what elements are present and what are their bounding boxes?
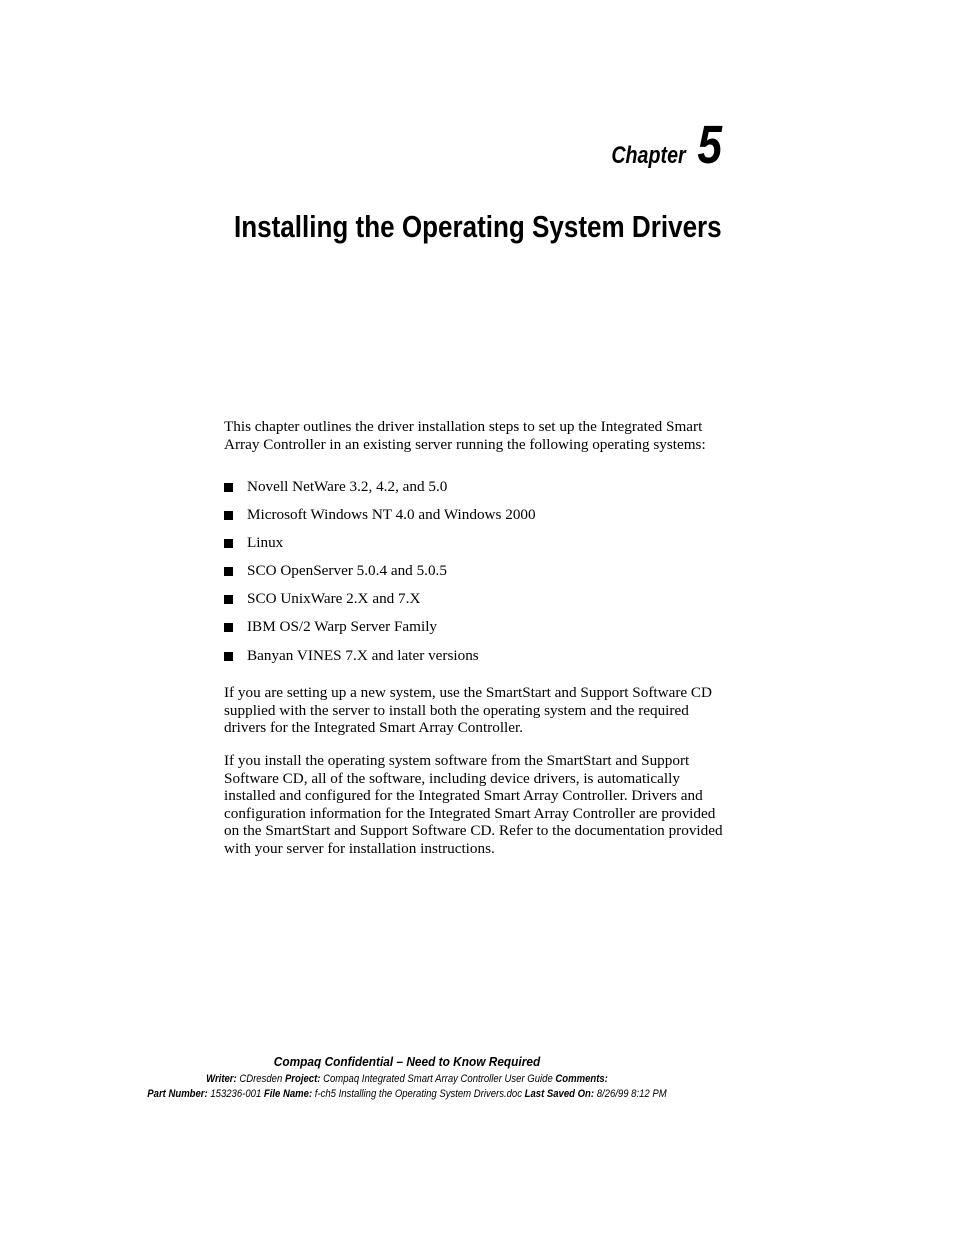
new-system-paragraph: If you are setting up a new system, use the SmartStart and Support Software CD supplied with the server to install both the operating system and the required drivers for the Integrated Smart Array Controller. bbox=[224, 684, 713, 737]
bullet-icon bbox=[224, 483, 233, 492]
file-name-value: f-ch5 Installing the Operating System Drivers.doc bbox=[314, 1088, 522, 1100]
intro-paragraph: This chapter outlines the driver installation steps to set up the Integrated Smart Array Controller in an existing server running the following operating systems: bbox=[224, 418, 706, 453]
chapter-number: 5 bbox=[697, 115, 722, 175]
list-item: SCO OpenServer 5.0.4 and 5.0.5 bbox=[224, 562, 536, 590]
chapter-label: Chapter bbox=[611, 142, 686, 169]
confidential-notice: Compaq Confidential – Need to Know Required bbox=[273, 1054, 541, 1069]
chapter-heading bbox=[595, 115, 722, 175]
operating-system-list bbox=[224, 478, 536, 675]
list-item: Microsoft Windows NT 4.0 and Windows 2000 bbox=[224, 506, 536, 534]
footer-writer-line bbox=[41, 1073, 774, 1085]
list-item: IBM OS/2 Warp Server Family bbox=[224, 618, 536, 646]
footer-file-line bbox=[41, 1088, 774, 1100]
writer-value: CDresden bbox=[239, 1073, 283, 1085]
comments-label: Comments: bbox=[555, 1073, 608, 1085]
file-name-label: File Name: bbox=[263, 1088, 313, 1100]
project-value: Compaq Integrated Smart Array Controller User Guide bbox=[323, 1073, 553, 1085]
install-paragraph: If you install the operating system software from the SmartStart and Support Software CD, all of the software, including device drivers, is automatically installed and configured for the Integrated Smart Array Controller. Drivers and configuration information for the Integrated Smart Array Controller are provided on the SmartStart and Support Software CD. Refer to the documentation provided with your server for installation instructions. bbox=[224, 752, 723, 857]
list-item: Linux bbox=[224, 534, 536, 562]
writer-label: Writer: bbox=[206, 1073, 237, 1085]
list-item: Banyan VINES 7.X and later versions bbox=[224, 647, 536, 675]
bullet-icon bbox=[224, 652, 233, 661]
bullet-icon bbox=[224, 623, 233, 632]
list-item: Novell NetWare 3.2, 4.2, and 5.0 bbox=[224, 478, 536, 506]
bullet-icon bbox=[224, 567, 233, 576]
last-saved-label: Last Saved On: bbox=[524, 1088, 595, 1100]
list-item: SCO UnixWare 2.X and 7.X bbox=[224, 590, 536, 618]
bullet-icon bbox=[224, 539, 233, 548]
project-label: Project: bbox=[284, 1073, 321, 1085]
bullet-icon bbox=[224, 595, 233, 604]
part-number-label: Part Number: bbox=[147, 1088, 208, 1100]
bullet-icon bbox=[224, 511, 233, 520]
part-number-value: 153236-001 bbox=[210, 1088, 262, 1100]
last-saved-value: 8/26/99 8:12 PM bbox=[596, 1088, 667, 1100]
page-title: Installing the Operating System Drivers bbox=[234, 209, 722, 244]
